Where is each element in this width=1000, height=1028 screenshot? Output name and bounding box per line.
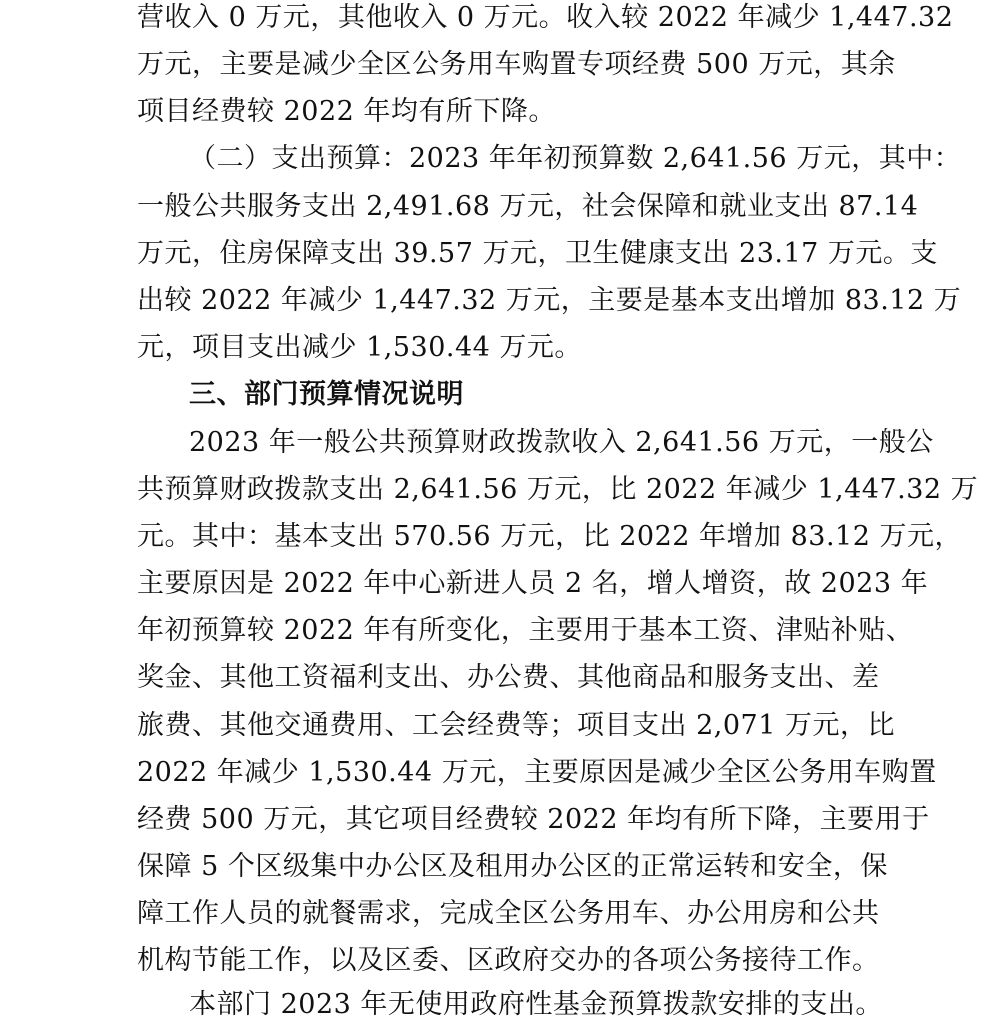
text-line: 经费 500 万元，其它项目经费较 2022 年均有所下降，主要用于 (137, 804, 930, 835)
text-line: 元，项目支出减少 1,530.44 万元。 (137, 332, 582, 363)
text-line: 一般公共服务支出 2,491.68 万元，社会保障和就业支出 87.14 (137, 191, 919, 222)
text-line: 2023 年一般公共预算财政拨款收入 2,641.56 万元，一般公 (189, 427, 934, 458)
text-line: 营收入 0 万元，其他收入 0 万元。收入较 2022 年减少 1,447.32 (137, 2, 954, 33)
text-line: 元。其中：基本支出 570.56 万元，比 2022 年增加 83.12 万元， (137, 521, 962, 552)
text-line: 2022 年减少 1,530.44 万元，主要原因是减少全区公务用车购置 (137, 757, 937, 788)
text-line: 万元，住房保障支出 39.57 万元，卫生健康支出 23.17 万元。支 (137, 238, 938, 269)
text-line: 万元，主要是减少全区公务用车购置专项经费 500 万元，其余 (137, 49, 896, 80)
section-heading: 三、部门预算情况说明 (189, 379, 464, 410)
text-line: 本部门 2023 年无使用政府性基金预算拨款安排的支出。 (189, 989, 883, 1020)
text-line: 项目经费较 2022 年均有所下降。 (137, 96, 556, 127)
text-line: 保障 5 个区级集中办公区及租用办公区的正常运转和安全，保 (137, 851, 888, 882)
text-line: 出较 2022 年减少 1,447.32 万元，主要是基本支出增加 83.12 万 (137, 285, 962, 316)
text-line: 年初预算较 2022 年有所变化，主要用于基本工资、津贴补贴、 (137, 615, 914, 646)
text-line: 障工作人员的就餐需求，完成全区公务用车、办公用房和公共 (137, 898, 880, 929)
text-line: 主要原因是 2022 年中心新进人员 2 名，增人增资，故 2023 年 (137, 568, 929, 599)
text-line: 机构节能工作，以及区委、区政府交办的各项公务接待工作。 (137, 945, 880, 976)
text-line: 奖金、其他工资福利支出、办公费、其他商品和服务支出、差 (137, 662, 880, 693)
text-line: 旅费、其他交通费用、工会经费等；项目支出 2,071 万元，比 (137, 710, 895, 741)
text-line: （二）支出预算：2023 年年初预算数 2,641.56 万元，其中： (189, 143, 962, 174)
text-line: 共预算财政拨款支出 2,641.56 万元，比 2022 年减少 1,447.32 万 (137, 474, 979, 505)
